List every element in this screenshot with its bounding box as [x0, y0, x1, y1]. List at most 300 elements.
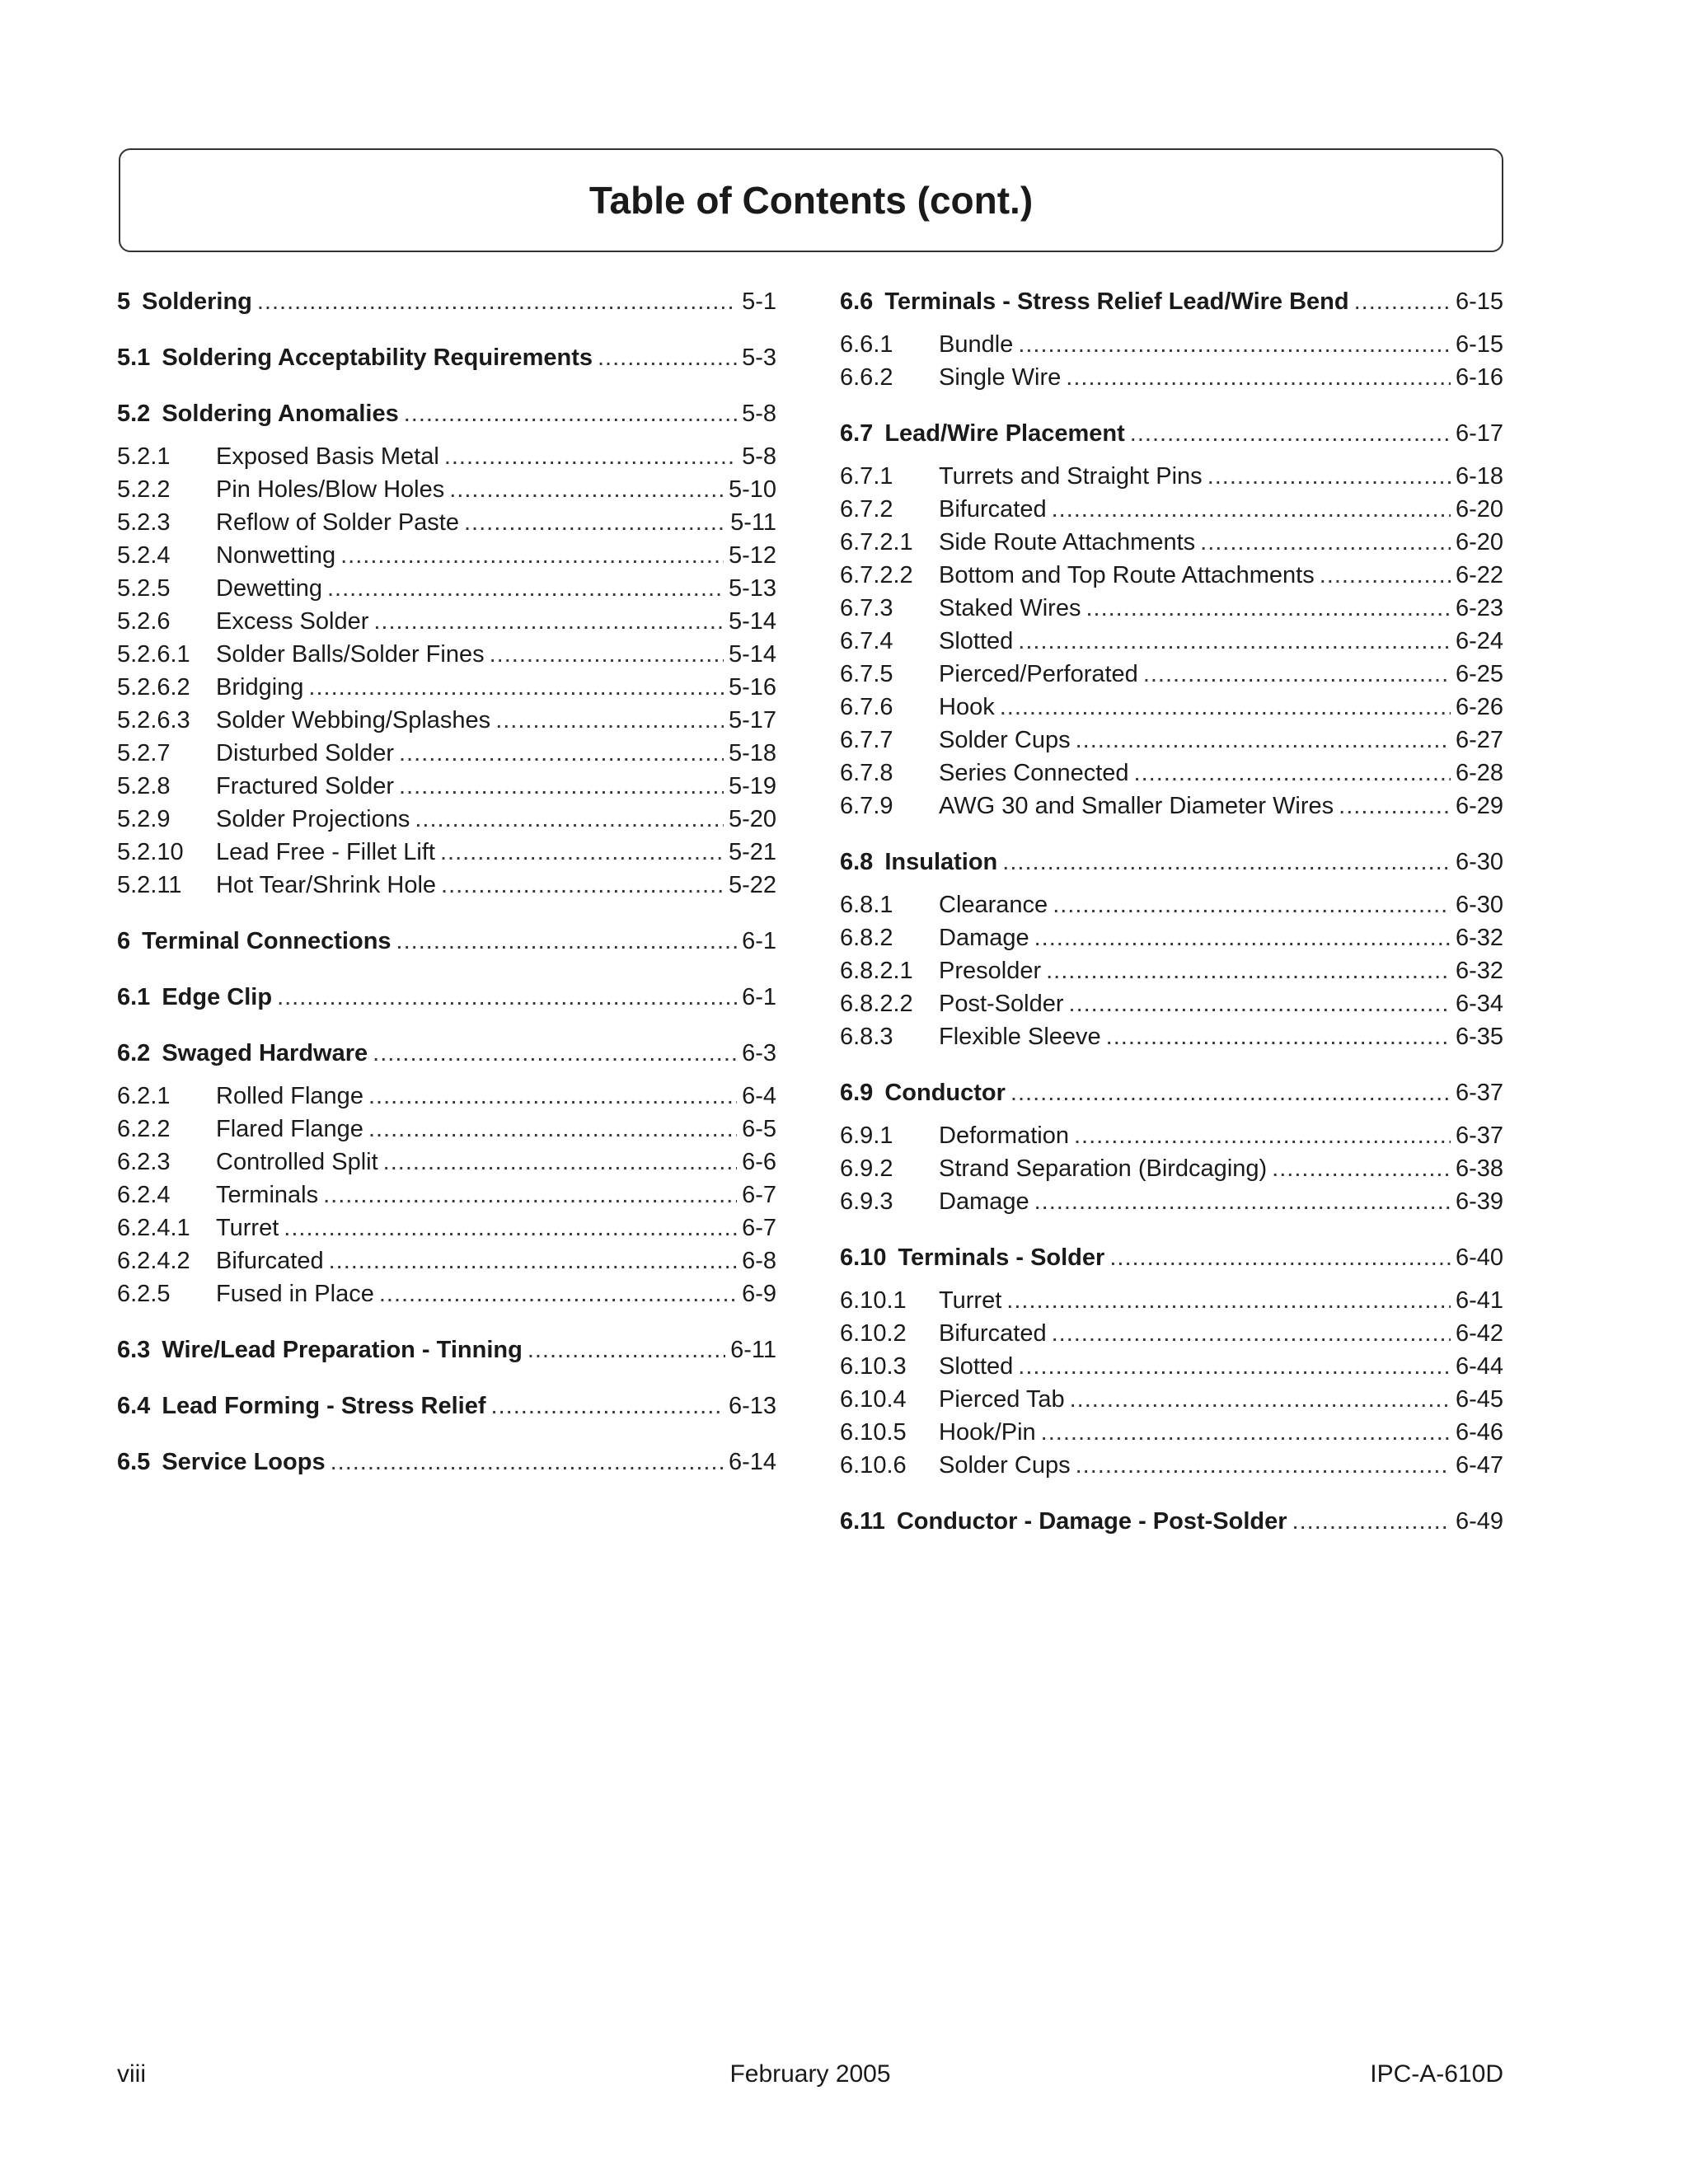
toc-entry-number: 6.9.2	[840, 1155, 893, 1182]
toc-entry-title: Terminals - Solder	[898, 1244, 1105, 1271]
toc-entry-page: 6-7	[742, 1215, 776, 1241]
toc-entry-number: 6.2.5	[117, 1281, 171, 1307]
toc-entry-page: 6-40	[1455, 1244, 1503, 1271]
toc-entry-page: 5-13	[728, 575, 776, 602]
toc-entry-title: Flared Flange	[216, 1116, 363, 1142]
toc-dot-leader	[373, 605, 724, 638]
toc-entry-title: Bottom and Top Route Attachments	[939, 562, 1315, 588]
toc-entry[interactable]	[117, 1244, 776, 1277]
toc-dot-leader	[1200, 526, 1451, 559]
toc-entry-number: 6.1	[117, 984, 151, 1010]
toc-dot-leader	[444, 440, 737, 473]
toc-entry[interactable]	[840, 954, 1503, 987]
toc-entry-page: 6-23	[1455, 595, 1503, 621]
toc-entry-number: 5	[117, 288, 131, 315]
toc-entry-title: Bridging	[216, 674, 304, 701]
toc-entry[interactable]	[840, 888, 1503, 921]
toc-entry-number: 5.2.2	[117, 476, 171, 503]
toc-entry-title: Flexible Sleeve	[939, 1024, 1101, 1050]
toc-entry-number: 5.2.9	[117, 806, 171, 832]
toc-dot-leader	[1046, 954, 1451, 987]
toc-entry-title: Clearance	[939, 892, 1048, 918]
toc-section	[840, 285, 1503, 394]
toc-dot-leader	[495, 704, 724, 737]
toc-entry[interactable]	[117, 605, 776, 638]
toc-entry-title: Bundle	[939, 331, 1014, 358]
toc-entry-number: 6	[117, 928, 131, 954]
toc-entry-title: Soldering Acceptability Requirements	[162, 344, 593, 371]
toc-dot-leader	[1000, 691, 1451, 724]
toc-section	[117, 397, 776, 902]
toc-dot-leader	[1076, 1449, 1451, 1482]
toc-entry-page: 5-21	[728, 839, 776, 865]
toc-entry-title: Turret	[216, 1215, 279, 1241]
toc-section-heading[interactable]	[117, 1333, 776, 1366]
toc-entry-title: Rolled Flange	[216, 1083, 363, 1109]
toc-entry[interactable]	[117, 638, 776, 671]
toc-entry-title: Hot Tear/Shrink Hole	[216, 872, 437, 898]
toc-entry-number: 6.4	[117, 1393, 151, 1419]
toc-entry[interactable]	[117, 440, 776, 473]
toc-dot-leader	[1066, 361, 1451, 394]
toc-entry-page: 6-39	[1455, 1188, 1503, 1215]
toc-entry-number: 5.2.6.1	[117, 641, 190, 668]
toc-dot-leader	[1109, 1241, 1451, 1274]
toc-entry-number: 6.7.7	[840, 727, 893, 753]
footer-doc-id: IPC-A-610D	[1370, 2060, 1503, 2088]
toc-section	[840, 1241, 1503, 1482]
toc-entry-page: 6-37	[1455, 1122, 1503, 1149]
toc-dot-leader	[1002, 846, 1451, 879]
toc-entry[interactable]	[117, 473, 776, 506]
toc-dot-leader	[1041, 1416, 1451, 1449]
toc-dot-leader	[491, 1390, 724, 1422]
toc-entry-page: 6-1	[742, 984, 776, 1010]
toc-dot-leader	[528, 1333, 725, 1366]
toc-entry-page: 6-38	[1455, 1155, 1503, 1182]
toc-dot-leader	[1052, 1317, 1451, 1350]
toc-entry-number: 6.10.2	[840, 1320, 907, 1347]
toc-entry-page: 5-12	[728, 542, 776, 569]
toc-entry-title: Turret	[939, 1287, 1002, 1314]
toc-entry-number: 5.2	[117, 401, 151, 427]
toc-entry-title: Strand Separation (Birdcaging)	[939, 1155, 1268, 1182]
toc-entry-number: 6.6.1	[840, 331, 893, 358]
toc-dot-leader	[257, 285, 737, 318]
toc-entry-number: 5.2.8	[117, 773, 171, 799]
toc-section	[117, 285, 776, 318]
toc-dot-leader	[1052, 493, 1451, 526]
toc-entry-number: 6.10.6	[840, 1452, 907, 1479]
toc-dot-leader	[308, 671, 724, 704]
toc-entry[interactable]	[840, 757, 1503, 790]
toc-entry[interactable]	[840, 1185, 1503, 1218]
toc-entry-number: 6.9.3	[840, 1188, 893, 1215]
toc-entry-title: Presolder	[939, 958, 1042, 984]
toc-entry-number: 6.7.4	[840, 628, 893, 654]
toc-entry-title: Nonwetting	[216, 542, 336, 569]
toc-entry-page: 5-11	[730, 509, 776, 536]
toc-dot-leader	[1010, 1076, 1451, 1109]
toc-section-heading[interactable]	[117, 1446, 776, 1479]
toc-entry-number: 6.6	[840, 288, 874, 315]
toc-entry-number: 6.8.2	[840, 925, 893, 951]
toc-entry[interactable]	[840, 987, 1503, 1020]
toc-section	[117, 1037, 776, 1310]
toc-dot-leader	[1292, 1505, 1451, 1538]
toc-entry-page: 6-25	[1455, 661, 1503, 687]
toc-entry-title: Terminals	[216, 1182, 319, 1208]
toc-dot-leader	[1320, 559, 1451, 592]
toc-entry-page: 6-3	[742, 1040, 776, 1066]
toc-entry-title: Conductor - Damage - Post-Solder	[896, 1508, 1287, 1535]
toc-entry-title: Damage	[939, 1188, 1029, 1215]
toc-entry-number: 6.10.4	[840, 1386, 907, 1413]
toc-entry-number: 6.7.8	[840, 760, 893, 786]
toc-entry[interactable]	[117, 539, 776, 572]
toc-dot-leader	[440, 836, 724, 869]
toc-section-heading[interactable]	[117, 1390, 776, 1422]
toc-entry-number: 5.2.6.3	[117, 707, 190, 733]
toc-dot-leader	[490, 638, 724, 671]
toc-entry[interactable]	[117, 737, 776, 770]
toc-entry-number: 6.2	[117, 1040, 151, 1066]
toc-entry-number: 6.10.3	[840, 1353, 907, 1380]
toc-entry-page: 5-16	[728, 674, 776, 701]
toc-dot-leader	[331, 1446, 724, 1479]
toc-entry-title: Wire/Lead Preparation - Tinning	[162, 1337, 523, 1363]
toc-entry[interactable]	[840, 1449, 1503, 1482]
toc-entry-title: Solder Webbing/Splashes	[216, 707, 491, 733]
toc-dot-leader	[1018, 625, 1451, 658]
toc-dot-leader	[415, 803, 724, 836]
toc-entry-title: Excess Solder	[216, 608, 369, 635]
toc-entry-title: Solder Projections	[216, 806, 410, 832]
toc-entry-page: 5-3	[742, 344, 776, 371]
toc-dot-leader	[379, 1277, 737, 1310]
toc-entry-number: 6.11	[840, 1508, 885, 1535]
toc-dot-leader	[1272, 1152, 1451, 1185]
toc-entry[interactable]	[840, 1383, 1503, 1416]
toc-entry-number: 6.8.1	[840, 892, 893, 918]
toc-entry[interactable]	[840, 460, 1503, 493]
toc-entry-title: AWG 30 and Smaller Diameter Wires	[939, 793, 1334, 819]
toc-entry-page: 5-19	[728, 773, 776, 799]
toc-entry[interactable]	[840, 921, 1503, 954]
toc-entry-title: Disturbed Solder	[216, 740, 394, 766]
toc-entry-title: Bifurcated	[939, 1320, 1047, 1347]
toc-entry-number: 6.8	[840, 849, 874, 875]
toc-entry[interactable]	[840, 1152, 1503, 1185]
toc-entry[interactable]	[117, 803, 776, 836]
toc-entry-number: 6.10.1	[840, 1287, 907, 1314]
toc-entry-page: 6-4	[742, 1083, 776, 1109]
toc-entry[interactable]	[840, 691, 1503, 724]
toc-entry-title: Solder Cups	[939, 727, 1071, 753]
toc-entry-page: 5-20	[728, 806, 776, 832]
toc-entry-page: 6-46	[1455, 1419, 1503, 1446]
toc-dot-leader	[399, 770, 724, 803]
toc-dot-leader	[1106, 1020, 1451, 1053]
toc-entry[interactable]	[840, 1020, 1503, 1053]
toc-entry[interactable]	[117, 770, 776, 803]
toc-entry-title: Bifurcated	[216, 1248, 324, 1274]
toc-right-column	[840, 285, 1503, 1561]
toc-entry[interactable]	[117, 671, 776, 704]
toc-entry-page: 5-18	[728, 740, 776, 766]
toc-entry-number: 6.2.2	[117, 1116, 171, 1142]
toc-dot-leader	[464, 506, 725, 539]
toc-dot-leader	[284, 1212, 737, 1244]
toc-entry-number: 6.7	[840, 420, 874, 447]
toc-entry[interactable]	[117, 1146, 776, 1179]
toc-entry[interactable]	[840, 790, 1503, 823]
toc-section-heading[interactable]	[117, 925, 776, 958]
toc-dot-leader	[368, 1113, 737, 1146]
toc-entry-page: 6-8	[742, 1248, 776, 1274]
toc-entry[interactable]	[840, 658, 1503, 691]
toc-entry-page: 6-22	[1455, 562, 1503, 588]
toc-dot-leader	[373, 1037, 737, 1070]
toc-dot-leader	[1130, 417, 1451, 450]
toc-entry-number: 6.7.9	[840, 793, 893, 819]
toc-entry-number: 6.7.1	[840, 463, 893, 490]
toc-entry-page: 6-32	[1455, 925, 1503, 951]
toc-entry-title: Slotted	[939, 628, 1014, 654]
toc-dot-leader	[1207, 460, 1451, 493]
toc-entry-page: 6-42	[1455, 1320, 1503, 1347]
toc-entry-number: 6.10	[840, 1244, 887, 1271]
toc-dot-leader	[1018, 1350, 1451, 1383]
toc-entry[interactable]	[117, 1179, 776, 1212]
toc-entry-title: Service Loops	[162, 1449, 326, 1475]
toc-section-heading[interactable]	[117, 285, 776, 318]
toc-entry-title: Staked Wires	[939, 595, 1081, 621]
toc-entry-number: 5.2.4	[117, 542, 171, 569]
toc-entry-title: Lead Free - Fillet Lift	[216, 839, 435, 865]
toc-entry-page: 6-18	[1455, 463, 1503, 490]
toc-entry-number: 6.7.2.1	[840, 529, 913, 555]
toc-entry-page: 5-22	[728, 872, 776, 898]
toc-entry-page: 6-49	[1455, 1508, 1503, 1535]
toc-entry-page: 6-27	[1455, 727, 1503, 753]
toc-entry-number: 5.2.10	[117, 839, 184, 865]
toc-entry[interactable]	[117, 836, 776, 869]
toc-entry[interactable]	[117, 704, 776, 737]
toc-dot-leader	[441, 869, 724, 902]
toc-entry[interactable]	[117, 1080, 776, 1113]
toc-entry-title: Series Connected	[939, 760, 1129, 786]
toc-section-heading[interactable]	[840, 1241, 1503, 1274]
toc-entry-title: Fused in Place	[216, 1281, 374, 1307]
toc-entry-number: 6.5	[117, 1449, 151, 1475]
toc-entry[interactable]	[840, 493, 1503, 526]
toc-entry-title: Terminals - Stress Relief Lead/Wire Bend	[884, 288, 1349, 315]
toc-section	[840, 846, 1503, 1053]
toc-entry[interactable]	[840, 1119, 1503, 1152]
toc-entry-number: 6.8.2.1	[840, 958, 913, 984]
toc-section	[840, 417, 1503, 823]
toc-entry-title: Solder Cups	[939, 1452, 1071, 1479]
toc-dot-leader	[1354, 285, 1451, 318]
toc-dot-leader	[1143, 658, 1451, 691]
toc-entry[interactable]	[840, 1350, 1503, 1383]
toc-dot-leader	[1018, 328, 1451, 361]
toc-entry-title: Terminal Connections	[142, 928, 392, 954]
toc-entry-page: 5-1	[742, 288, 776, 315]
toc-entry[interactable]	[840, 592, 1503, 625]
toc-dot-leader	[396, 925, 738, 958]
toc-entry-number: 6.7.2.2	[840, 562, 913, 588]
toc-entry[interactable]	[840, 526, 1503, 559]
toc-entry-page: 6-5	[742, 1116, 776, 1142]
toc-entry[interactable]	[117, 869, 776, 902]
toc-section-heading[interactable]	[840, 1505, 1503, 1538]
toc-entry-number: 5.1	[117, 344, 151, 371]
toc-entry-title: Pierced Tab	[939, 1386, 1065, 1413]
toc-entry-number: 5.2.5	[117, 575, 171, 602]
toc-entry-title: Bifurcated	[939, 496, 1047, 523]
toc-entry-page: 6-37	[1455, 1080, 1503, 1106]
toc-entry-title: Post-Solder	[939, 991, 1064, 1017]
toc-entry-page: 6-13	[728, 1393, 776, 1419]
toc-entry-title: Insulation	[884, 849, 998, 875]
toc-section-heading[interactable]	[840, 846, 1503, 879]
toc-entry[interactable]	[117, 1277, 776, 1310]
toc-entry-title: Pierced/Perforated	[939, 661, 1138, 687]
toc-entry[interactable]	[840, 1317, 1503, 1350]
toc-section	[117, 341, 776, 374]
toc-entry-number: 6.9	[840, 1080, 874, 1106]
toc-dot-leader	[340, 539, 724, 572]
toc-dot-leader	[1074, 1119, 1451, 1152]
toc-entry-number: 5.2.6.2	[117, 674, 190, 701]
toc-dot-leader	[383, 1146, 737, 1179]
toc-entry-title: Pin Holes/Blow Holes	[216, 476, 445, 503]
toc-entry-page: 6-30	[1455, 892, 1503, 918]
toc-entry-title: Hook	[939, 694, 995, 720]
toc-dot-leader	[1034, 921, 1451, 954]
toc-entry-title: Lead Forming - Stress Relief	[162, 1393, 486, 1419]
toc-entry-page: 5-17	[728, 707, 776, 733]
toc-entry-page: 6-35	[1455, 1024, 1503, 1050]
toc-section-heading[interactable]	[117, 981, 776, 1014]
toc-entry-number: 5.2.6	[117, 608, 171, 635]
toc-section-heading[interactable]	[117, 397, 776, 430]
toc-entry[interactable]	[117, 1113, 776, 1146]
toc-entry-title: Single Wire	[939, 364, 1062, 391]
toc-entry-page: 6-1	[742, 928, 776, 954]
toc-dot-leader	[1069, 987, 1451, 1020]
toc-entry-number: 5.2.7	[117, 740, 171, 766]
toc-entry-title: Swaged Hardware	[162, 1040, 368, 1066]
toc-entry-title: Dewetting	[216, 575, 322, 602]
toc-section	[840, 1076, 1503, 1218]
toc-entry-number: 6.3	[117, 1337, 151, 1363]
page-title: Table of Contents (cont.)	[588, 179, 1034, 222]
toc-entry-title: Slotted	[939, 1353, 1014, 1380]
toc-dot-leader	[1339, 790, 1451, 823]
toc-section-heading[interactable]	[117, 341, 776, 374]
toc-entry-page: 6-20	[1455, 496, 1503, 523]
toc-entry[interactable]	[840, 361, 1503, 394]
toc-entry-page: 6-30	[1455, 849, 1503, 875]
toc-left-column	[117, 285, 776, 1502]
toc-entry-number: 6.7.6	[840, 694, 893, 720]
toc-entry[interactable]	[840, 328, 1503, 361]
toc-dot-leader	[1076, 724, 1451, 757]
toc-dot-leader	[323, 1179, 737, 1212]
toc-section-heading[interactable]	[840, 285, 1503, 318]
toc-section	[117, 1333, 776, 1366]
toc-entry-page: 5-14	[728, 641, 776, 668]
toc-section-heading[interactable]	[840, 1076, 1503, 1109]
toc-entry-page: 5-8	[742, 443, 776, 470]
toc-entry[interactable]	[117, 506, 776, 539]
toc-dot-leader	[399, 737, 724, 770]
toc-section-heading[interactable]	[117, 1037, 776, 1070]
toc-entry-page: 6-6	[742, 1149, 776, 1175]
toc-entry[interactable]	[840, 625, 1503, 658]
toc-entry-number: 6.2.4.2	[117, 1248, 190, 1274]
toc-entry[interactable]	[840, 1416, 1503, 1449]
toc-entry-title: Turrets and Straight Pins	[939, 463, 1203, 490]
toc-section	[117, 981, 776, 1014]
toc-dot-leader	[1070, 1383, 1451, 1416]
toc-entry-number: 6.2.4	[117, 1182, 171, 1208]
toc-entry-title: Soldering	[142, 288, 252, 315]
toc-entry-page: 6-7	[742, 1182, 776, 1208]
toc-dot-leader	[1034, 1185, 1451, 1218]
toc-section	[117, 1446, 776, 1479]
toc-entry-page: 6-24	[1455, 628, 1503, 654]
toc-entry-page: 6-14	[728, 1449, 776, 1475]
toc-entry-number: 6.2.4.1	[117, 1215, 190, 1241]
toc-entry-page: 6-17	[1455, 420, 1503, 447]
toc-entry[interactable]	[117, 1212, 776, 1244]
toc-section	[117, 1390, 776, 1422]
toc-entry[interactable]	[840, 1284, 1503, 1317]
toc-entry-title: Conductor	[884, 1080, 1006, 1106]
toc-entry-number: 6.6.2	[840, 364, 893, 391]
toc-entry-number: 6.10.5	[840, 1419, 907, 1446]
toc-section	[117, 925, 776, 958]
toc-entry[interactable]	[840, 724, 1503, 757]
toc-dot-leader	[598, 341, 737, 374]
toc-entry-page: 6-32	[1455, 958, 1503, 984]
toc-entry-title: Hook/Pin	[939, 1419, 1036, 1446]
toc-entry-title: Exposed Basis Metal	[216, 443, 439, 470]
toc-entry-page: 6-44	[1455, 1353, 1503, 1380]
toc-entry-number: 6.8.2.2	[840, 991, 913, 1017]
toc-entry[interactable]	[117, 572, 776, 605]
toc-entry-number: 6.2.3	[117, 1149, 171, 1175]
toc-entry-page: 6-28	[1455, 760, 1503, 786]
toc-entry-page: 6-45	[1455, 1386, 1503, 1413]
toc-entry[interactable]	[840, 559, 1503, 592]
toc-entry-page: 6-26	[1455, 694, 1503, 720]
toc-entry-title: Controlled Split	[216, 1149, 378, 1175]
toc-entry-title: Reflow of Solder Paste	[216, 509, 459, 536]
toc-section-heading[interactable]	[840, 417, 1503, 450]
toc-entry-number: 6.2.1	[117, 1083, 171, 1109]
toc-entry-page: 6-29	[1455, 793, 1503, 819]
toc-entry-page: 6-20	[1455, 529, 1503, 555]
footer-date: February 2005	[729, 2060, 891, 2088]
toc-entry-title: Damage	[939, 925, 1029, 951]
toc-dot-leader	[368, 1080, 737, 1113]
toc-entry-page: 6-34	[1455, 991, 1503, 1017]
